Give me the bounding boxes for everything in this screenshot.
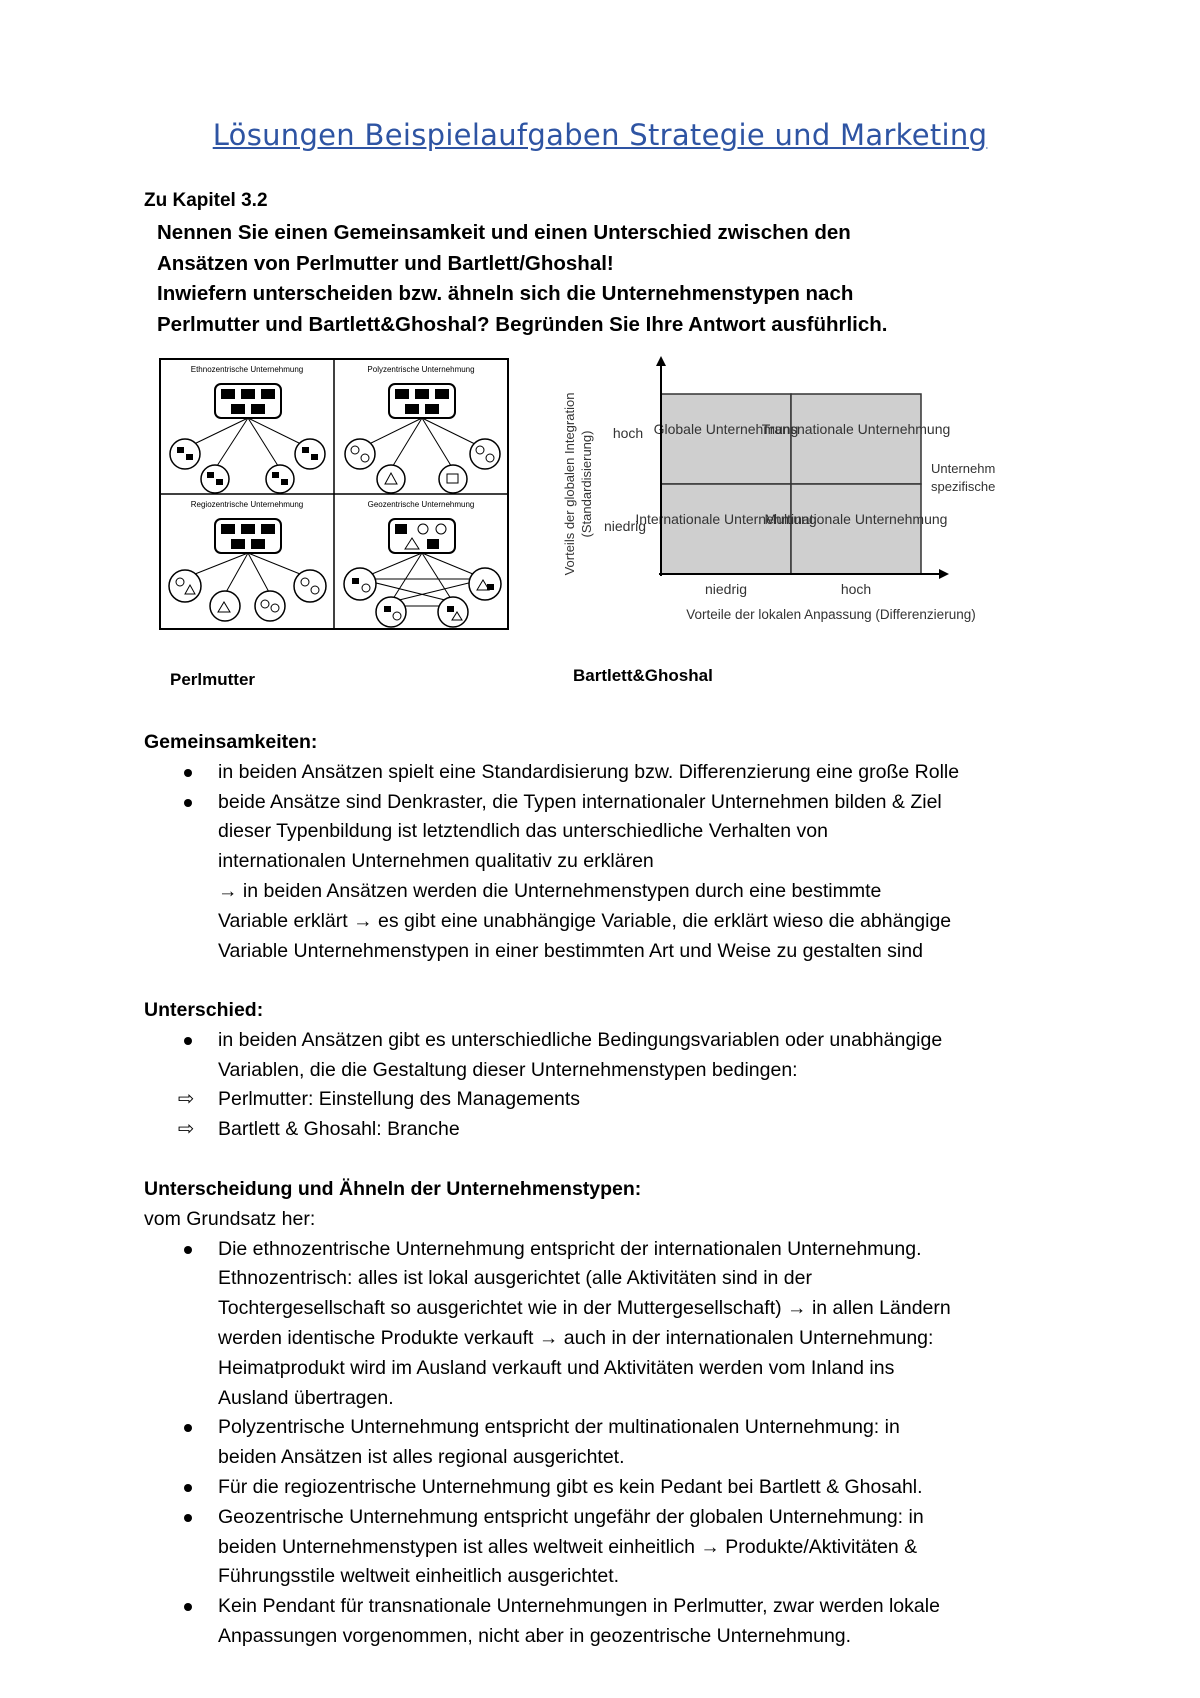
list-item-line: Führungsstile weltweit einheitlich ausgerichtet. bbox=[218, 1565, 620, 1588]
page-title: Lösungen Beispielaufgaben Strategie und Marketing bbox=[212, 118, 988, 152]
list-item bbox=[144, 1235, 1074, 1414]
perlmutter-diagram bbox=[160, 359, 508, 629]
list-item-line: dieser Typenbildung ist letztendlich das unterschiedliche Verhalten von bbox=[218, 820, 828, 843]
list-item-line: Ethnozentrisch: alles ist lokal ausgerichtet (alle Aktivitäten sind in der bbox=[218, 1267, 812, 1290]
question-line: Nennen Sie einen Gemeinsamkeit und einen Unterschied zwischen den bbox=[157, 221, 851, 244]
question-line: Ansätzen von Perlmutter und Bartlett/Ghoshal! bbox=[157, 251, 614, 275]
side-label: Unternehm bbox=[931, 461, 996, 476]
list-item bbox=[144, 758, 1074, 788]
commonalities-section bbox=[144, 728, 1074, 966]
perlmutter-caption: Perlmutter bbox=[170, 670, 256, 689]
list-item bbox=[144, 788, 1074, 967]
list-item bbox=[144, 1026, 1074, 1086]
chapter-heading: Zu Kapitel 3.2 bbox=[144, 190, 268, 211]
list-item bbox=[144, 1085, 1074, 1115]
list-item-line: in beiden Ansätzen gibt es unterschiedliche Bedingungsvariablen oder unabhängige bbox=[218, 1028, 943, 1051]
list-item-line: → in beiden Ansätzen werden die Unternehmenstypen durch eine bestimmte bbox=[218, 879, 882, 902]
list-item-line: Tochtergesellschaft so ausgerichtet wie in der Muttergesellschaft) → in allen Ländern bbox=[218, 1297, 951, 1320]
list-item-line: Für die regiozentrische Unternehmung gibt es kein Pedant bei Bartlett & Ghosahl. bbox=[218, 1475, 923, 1498]
figure-svg bbox=[155, 354, 1015, 684]
y-axis-label-sub: (Standardisierung) bbox=[579, 430, 594, 538]
list-item bbox=[144, 1592, 1074, 1652]
quadrant-label: Multinationale Unternehmung bbox=[764, 511, 948, 527]
quadrant-label: Transnationale Unternehmung bbox=[761, 421, 951, 437]
y-axis-label: Vorteils der globalen Integration bbox=[562, 392, 577, 576]
list-item-line: beide Ansätze sind Denkraster, die Typen internationaler Unternehmen bilden & Ziel bbox=[218, 790, 942, 813]
quadrant-transnational bbox=[791, 394, 921, 484]
figure bbox=[155, 354, 1015, 689]
list-item bbox=[144, 1115, 1074, 1145]
list-item-line: Anpassungen vorgenommen, nicht aber in geozentrische Unternehmung. bbox=[218, 1624, 852, 1647]
list-item-text: Bartlett & Ghosahl: Branche bbox=[218, 1118, 460, 1141]
list-item-line: Variablen, die die Gestaltung dieser Unternehmenstypen bedingen: bbox=[218, 1058, 798, 1081]
list-item bbox=[144, 1473, 1074, 1503]
bartlett-diagram bbox=[562, 356, 995, 622]
difference-section bbox=[144, 996, 1074, 1145]
quadrant-international bbox=[661, 484, 791, 574]
y-low-label: niedrig bbox=[603, 518, 647, 534]
commonalities-heading: Gemeinsamkeiten: bbox=[144, 731, 318, 753]
quadrant-multinational bbox=[791, 484, 921, 574]
list-item-line: Polyzentrische Unternehmung entspricht der multinationalen Unternehmung: in bbox=[218, 1416, 900, 1439]
comparison-heading: Unterscheidung und Ähneln der Unternehmenstypen: bbox=[144, 1178, 642, 1200]
comparison-section bbox=[144, 1175, 1074, 1652]
list-item-line: beiden Unternehmenstypen ist alles weltweit einheitlich → Produkte/Aktivitäten & bbox=[218, 1535, 918, 1558]
question-line: Inwiefern unterscheiden bzw. ähneln sich die Unternehmenstypen nach bbox=[157, 282, 854, 305]
list-item-line: Ausland übertragen. bbox=[218, 1386, 394, 1409]
comparison-intro: vom Grundsatz her: bbox=[144, 1207, 316, 1230]
perlmutter-cell-label: Geozentrische Unternehmung bbox=[367, 500, 475, 509]
list-item-line: Geozentrische Unternehmung entspricht ungefähr der globalen Unternehmung: in bbox=[218, 1505, 924, 1528]
x-axis-arrow-icon bbox=[939, 569, 949, 579]
x-high-label: hoch bbox=[840, 581, 872, 597]
arrow-bullet-icon: ⇨ bbox=[178, 1118, 195, 1141]
list-item-text: in beiden Ansätzen spielt eine Standardisierung bzw. Differenzierung eine große Rolle bbox=[218, 760, 960, 783]
list-item-line: Die ethnozentrische Unternehmung entspricht der internationalen Unternehmung. bbox=[218, 1237, 922, 1260]
x-low-label: niedrig bbox=[704, 581, 748, 597]
list-item-line: internationalen Unternehmen qualitativ zu erklären bbox=[218, 850, 654, 873]
side-label: spezifische bbox=[931, 479, 996, 494]
list-item-line: Variable erklärt → es gibt eine unabhängige Variable, die erklärt wieso die abhängige bbox=[218, 909, 952, 932]
question-block bbox=[157, 218, 1077, 340]
list-item-line: beiden Ansätzen ist alles regional ausgerichtet. bbox=[218, 1446, 625, 1469]
list-item bbox=[144, 1413, 1074, 1473]
quadrant-label: Globale Unternehmung bbox=[653, 421, 799, 437]
perlmutter-cell-label: Ethnozentrische Unternehmung bbox=[190, 365, 304, 374]
y-axis-arrow-icon bbox=[656, 356, 666, 366]
list-item bbox=[144, 1503, 1074, 1592]
bartlett-caption: Bartlett&Ghoshal bbox=[573, 666, 713, 685]
list-item-line: werden identische Produkte verkauft → auch in der internationalen Unternehmung: bbox=[218, 1326, 934, 1349]
x-axis-label: Vorteile der lokalen Anpassung (Differenzierung) bbox=[686, 607, 976, 622]
y-high-label: hoch bbox=[612, 425, 644, 441]
arrow-bullet-icon: ⇨ bbox=[178, 1088, 195, 1111]
list-item-line: Kein Pendant für transnationale Unternehmungen in Perlmutter, zwar werden lokale bbox=[218, 1595, 940, 1618]
quadrant-global bbox=[661, 394, 791, 484]
difference-heading: Unterschied: bbox=[144, 999, 264, 1021]
list-item-line: Variable Unternehmenstypen in einer bestimmten Art und Weise zu gestalten sind bbox=[218, 939, 923, 962]
list-item-line: Heimatprodukt wird im Ausland verkauft und Aktivitäten werden vom Inland ins bbox=[218, 1356, 895, 1379]
list-item-text: Perlmutter: Einstellung des Managements bbox=[218, 1088, 581, 1111]
question-line: Perlmutter und Bartlett&Ghoshal? Begründen Sie Ihre Antwort ausführlich. bbox=[157, 312, 888, 336]
perlmutter-cell-label: Regiozentrische Unternehmung bbox=[190, 500, 304, 509]
quadrant-label: Internationale Unternehmung bbox=[635, 511, 817, 527]
perlmutter-cell-label: Polyzentrische Unternehmung bbox=[367, 365, 475, 374]
